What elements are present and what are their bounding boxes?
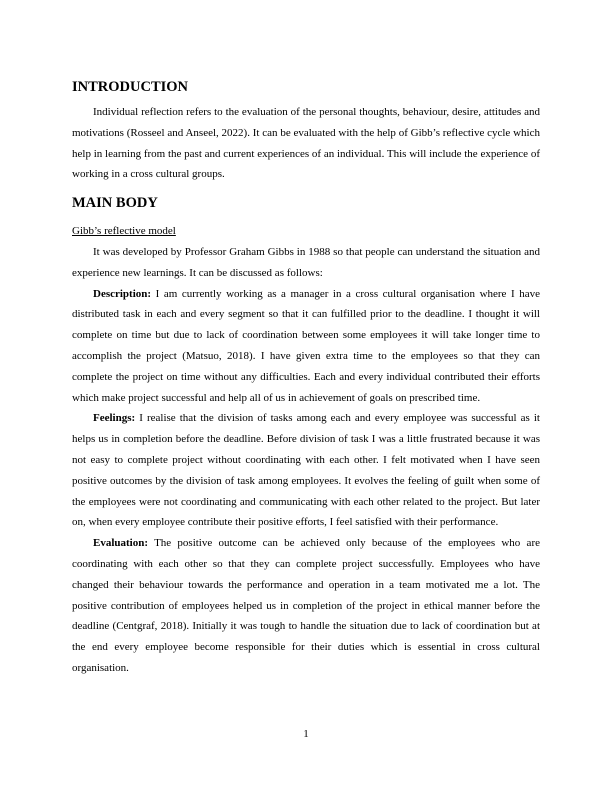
feelings-term: Feelings: — [93, 412, 136, 425]
description-term: Description: — [93, 287, 152, 300]
document-page — [72, 78, 540, 679]
feelings-paragraph — [72, 408, 540, 533]
gibbs-model-subheading: Gibb’s reflective model — [72, 225, 176, 238]
gibbs-intro-paragraph: It was developed by Professor Graham Gibbs in 1988 so that people can understand the situation and experience new learnings. It can be discussed as follows: — [72, 245, 540, 279]
introduction-paragraph: Individual reflection refers to the evaluation of the personal thoughts, behaviour, desire, attitudes and motivations (Rosseel and Anseel, 2022). It can be evaluated with the help of Gibb’s reflective cycle which help in learning from the past and current experiences of an individual. This will include the experience of working in a cross cultural groups. — [72, 106, 540, 181]
page-number: 1 — [303, 728, 309, 740]
description-paragraph — [72, 284, 540, 409]
feelings-text: I realise that the division of tasks among each and every employee was successful as it helps us in completion before the deadline. Before division of task I was a little frustrated because it was not easy to complete project without coordinating with each other. I felt motivated when I have seen positive outcomes by the division of task among employees. It evolves the feeling of guilt when some of the employees were not coordinating and communicating with each other related to the project. But later on, when every employee contribute their positive efforts, I feel satisfied with their performance. — [72, 412, 540, 529]
evaluation-paragraph — [72, 533, 540, 679]
evaluation-term: Evaluation: — [93, 537, 149, 550]
evaluation-text: The positive outcome can be achieved only because of the employees who are coordinating with each other so that they can complete project successfully. Employees who have changed their behaviour towards the performance and operation in a team motivated me a lot. The positive contribution of employees helped us in completion of the project in ethical manner before the deadline (Centgraf, 2018). Initially it was tough to handle the situation due to lack of coordination but at the end every employee become responsible for their duties which is essential in cross cultural organisation. — [72, 537, 540, 674]
description-text: I am currently working as a manager in a cross cultural organisation where I have distributed task in each and every segment so that it can fulfilled prior to the deadline. I thought it will complete on time but due to lack of coordination between some employees it will take longer time to accomplish the project (Matsuo, 2018). I have given extra time to the employees so that they can complete the project on time without any difficulties. Each and every individual contributed their efforts which make project successful and help all of us in achievement of goals on prescribed time. — [72, 287, 540, 404]
main-body-heading: MAIN BODY — [72, 195, 158, 212]
introduction-heading: INTRODUCTION — [72, 79, 189, 95]
